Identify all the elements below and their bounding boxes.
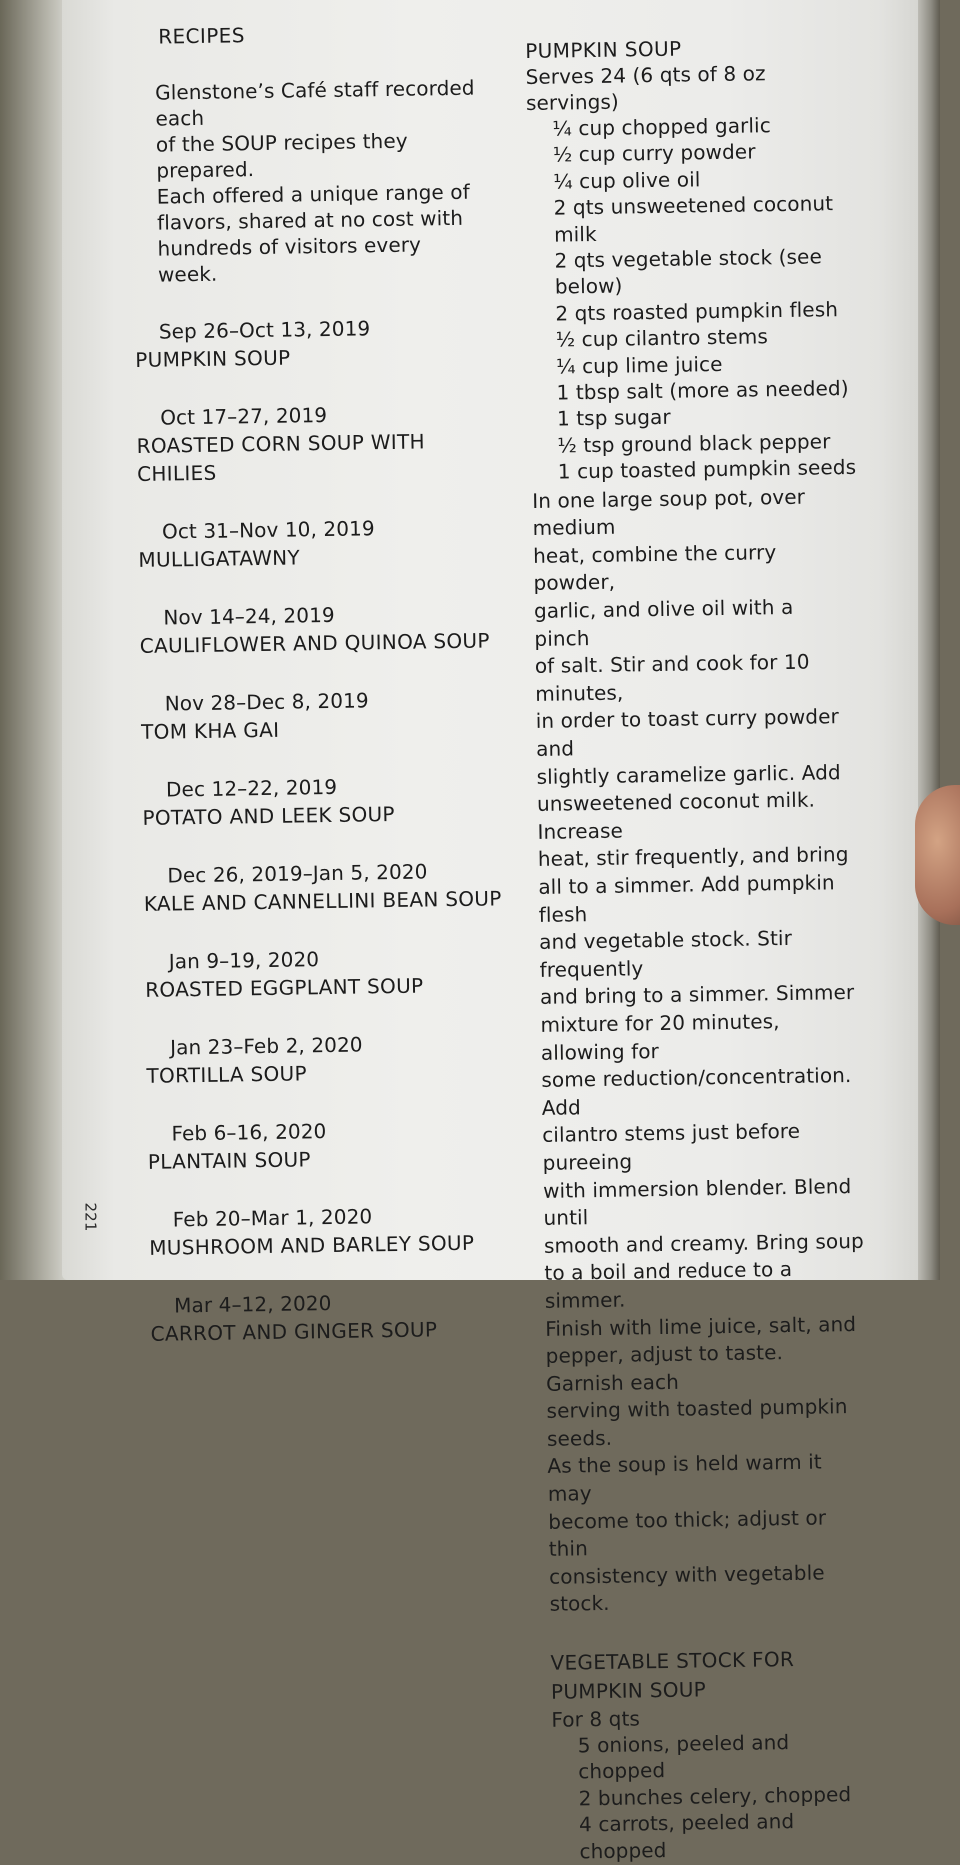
intro-line: Glenstone’s Café staff recorded each bbox=[154, 75, 475, 131]
method-line: garlic, and olive oil with a pinch bbox=[533, 594, 794, 651]
recipe-name: ROASTED EGGPLANT SOUP bbox=[145, 973, 424, 1002]
method-line: in order to toast curry powder and bbox=[535, 704, 840, 761]
page-edge-shadow bbox=[918, 0, 940, 1280]
recipe-name: PLANTAIN SOUP bbox=[147, 1147, 311, 1174]
method-line: unsweetened coconut milk. Increase bbox=[536, 787, 816, 844]
intro-paragraph bbox=[131, 75, 478, 288]
method-line: slightly caramelize garlic. Add bbox=[536, 759, 841, 789]
method-line: serving with toasted pumpkin seeds. bbox=[546, 1394, 848, 1451]
stock-ingredient-list bbox=[552, 1728, 884, 1865]
recipe-name: ROASTED CORN SOUP WITH CHILIES bbox=[136, 429, 426, 486]
recipe-name: POTATO AND LEEK SOUP bbox=[142, 801, 396, 830]
stock-title bbox=[550, 1644, 881, 1707]
recipe-name: CARROT AND GINGER SOUP bbox=[150, 1317, 438, 1346]
recipe-name: MULLIGATAWNY bbox=[138, 545, 301, 572]
page-number: 221 bbox=[81, 1202, 100, 1232]
ingredient-item: 1 cup toasted pumpkin seeds bbox=[557, 455, 857, 484]
recipe-name: KALE AND CANNELLINI BEAN SOUP bbox=[143, 886, 502, 916]
recipe-entry bbox=[143, 856, 504, 918]
recipe-entry bbox=[136, 398, 497, 488]
recipe-date: Nov 14–24, 2019 bbox=[163, 602, 335, 630]
method-line: mixture for 20 minutes, allowing for bbox=[540, 1009, 780, 1065]
method-line: become too thick; adjust or thin bbox=[548, 1505, 827, 1562]
recipe-entry bbox=[149, 1200, 510, 1262]
recipe-entry bbox=[146, 1028, 507, 1090]
method-paragraph bbox=[532, 483, 870, 1619]
ingredient-item: ¼ cup chopped garlic bbox=[552, 113, 771, 141]
stock-ingredient-item: 2 bunches celery, chopped bbox=[578, 1781, 852, 1811]
recipe-entry bbox=[140, 684, 501, 746]
recipe-date: Nov 28–Dec 8, 2019 bbox=[164, 688, 369, 716]
method-line: all to a simmer. Add pumpkin flesh bbox=[538, 870, 835, 927]
method-line: smooth and creamy. Bring soup bbox=[543, 1228, 865, 1258]
recipe-date: Feb 20–Mar 1, 2020 bbox=[172, 1204, 373, 1232]
stock-ingredient-item: 4 carrots, peeled and chopped bbox=[578, 1809, 795, 1864]
recipe-entry bbox=[150, 1286, 511, 1348]
method-line: of salt. Stir and cook for 10 minutes, bbox=[534, 649, 810, 706]
intro-line: hundreds of visitors every week. bbox=[157, 232, 422, 287]
method-line: some reduction/concentration. Add bbox=[541, 1063, 852, 1120]
recipe-date: Oct 31–Nov 10, 2019 bbox=[161, 516, 375, 544]
recipes-heading: RECIPES bbox=[158, 23, 246, 49]
recipe-date: Mar 4–12, 2020 bbox=[173, 1290, 332, 1318]
method-line: In one large soup pot, over medium bbox=[532, 484, 806, 541]
ingredient-item: 2 qts roasted pumpkin flesh bbox=[555, 296, 839, 326]
recipe-entry bbox=[145, 942, 506, 1004]
recipe-serves: Serves 24 (6 qts of 8 oz servings) bbox=[525, 61, 766, 115]
recipe-date: Dec 26, 2019–Jan 5, 2020 bbox=[167, 859, 428, 888]
ingredient-item: 1 tsp sugar bbox=[556, 405, 671, 432]
method-line: and vegetable stock. Stir frequently bbox=[539, 926, 793, 982]
stock-title-line: VEGETABLE STOCK FOR bbox=[550, 1647, 795, 1675]
recipe-date: Dec 12–22, 2019 bbox=[165, 774, 338, 802]
book-gutter bbox=[0, 0, 70, 1280]
ingredient-item: ½ cup curry powder bbox=[552, 139, 756, 167]
recipe-date: Feb 6–16, 2020 bbox=[171, 1119, 327, 1146]
stock-ingredient-item: 5 onions, peeled and chopped bbox=[577, 1730, 790, 1784]
ingredient-list bbox=[526, 111, 862, 486]
ingredient-item: 2 qts vegetable stock (see below) bbox=[554, 244, 823, 299]
recipe-name: TOM KHA GAI bbox=[140, 717, 280, 744]
ingredient-item: 1 tbsp salt (more as needed) bbox=[556, 376, 849, 405]
recipe-title: PUMPKIN SOUP bbox=[525, 36, 682, 63]
method-line: with immersion blender. Blend until bbox=[542, 1173, 852, 1230]
pumpkin-soup-recipe-column bbox=[525, 33, 884, 1865]
intro-line: Each offered a unique range of bbox=[156, 179, 470, 209]
recipe-name: TORTILLA SOUP bbox=[146, 1061, 308, 1088]
method-line: cilantro stems just before pureeing bbox=[542, 1119, 801, 1175]
ingredient-item: ½ cup cilantro stems bbox=[555, 324, 769, 352]
ingredient-item: ½ tsp ground black pepper bbox=[557, 429, 831, 458]
ingredient-item: ¼ cup olive oil bbox=[553, 167, 701, 194]
recipe-name: MUSHROOM AND BARLEY SOUP bbox=[149, 1230, 475, 1260]
intro-line: flavors, shared at no cost with bbox=[156, 205, 464, 235]
thumb bbox=[915, 785, 960, 925]
ingredient-item: 2 qts unsweetened coconut milk bbox=[553, 191, 834, 247]
method-line: heat, stir frequently, and bring bbox=[537, 842, 849, 872]
recipe-date: Sep 26–Oct 13, 2019 bbox=[158, 316, 371, 344]
recipe-entry bbox=[142, 770, 503, 832]
method-line: Finish with lime juice, salt, and bbox=[545, 1311, 857, 1341]
stock-yield: For 8 qts bbox=[551, 1706, 641, 1732]
method-line: As the soup is held warm it may bbox=[547, 1449, 822, 1506]
recipe-name: CAULIFLOWER AND QUINOA SOUP bbox=[139, 628, 490, 658]
recipe-date: Oct 17–27, 2019 bbox=[160, 402, 328, 430]
recipe-entry bbox=[139, 598, 500, 660]
recipe-entry bbox=[147, 1114, 508, 1176]
recipe-entry bbox=[138, 512, 499, 574]
recipe-date: Jan 23–Feb 2, 2020 bbox=[169, 1032, 363, 1060]
intro-line: of the SOUP recipes they prepared. bbox=[155, 128, 408, 183]
recipe-name: PUMPKIN SOUP bbox=[135, 345, 291, 372]
method-line: to a boil and reduce to a simmer. bbox=[544, 1257, 793, 1313]
method-line: and bring to a simmer. Simmer bbox=[539, 980, 855, 1010]
ingredient-item: ¼ cup lime juice bbox=[555, 351, 723, 379]
stock-title-line: PUMPKIN SOUP bbox=[550, 1677, 707, 1704]
method-line: heat, combine the curry powder, bbox=[532, 539, 777, 596]
recipe-entry bbox=[135, 312, 496, 374]
recipe-date: Jan 9–19, 2020 bbox=[168, 947, 320, 974]
method-line: pepper, adjust to taste. Garnish each bbox=[545, 1340, 784, 1396]
recipes-index-column bbox=[130, 16, 511, 1347]
method-line: consistency with vegetable stock. bbox=[548, 1560, 825, 1617]
